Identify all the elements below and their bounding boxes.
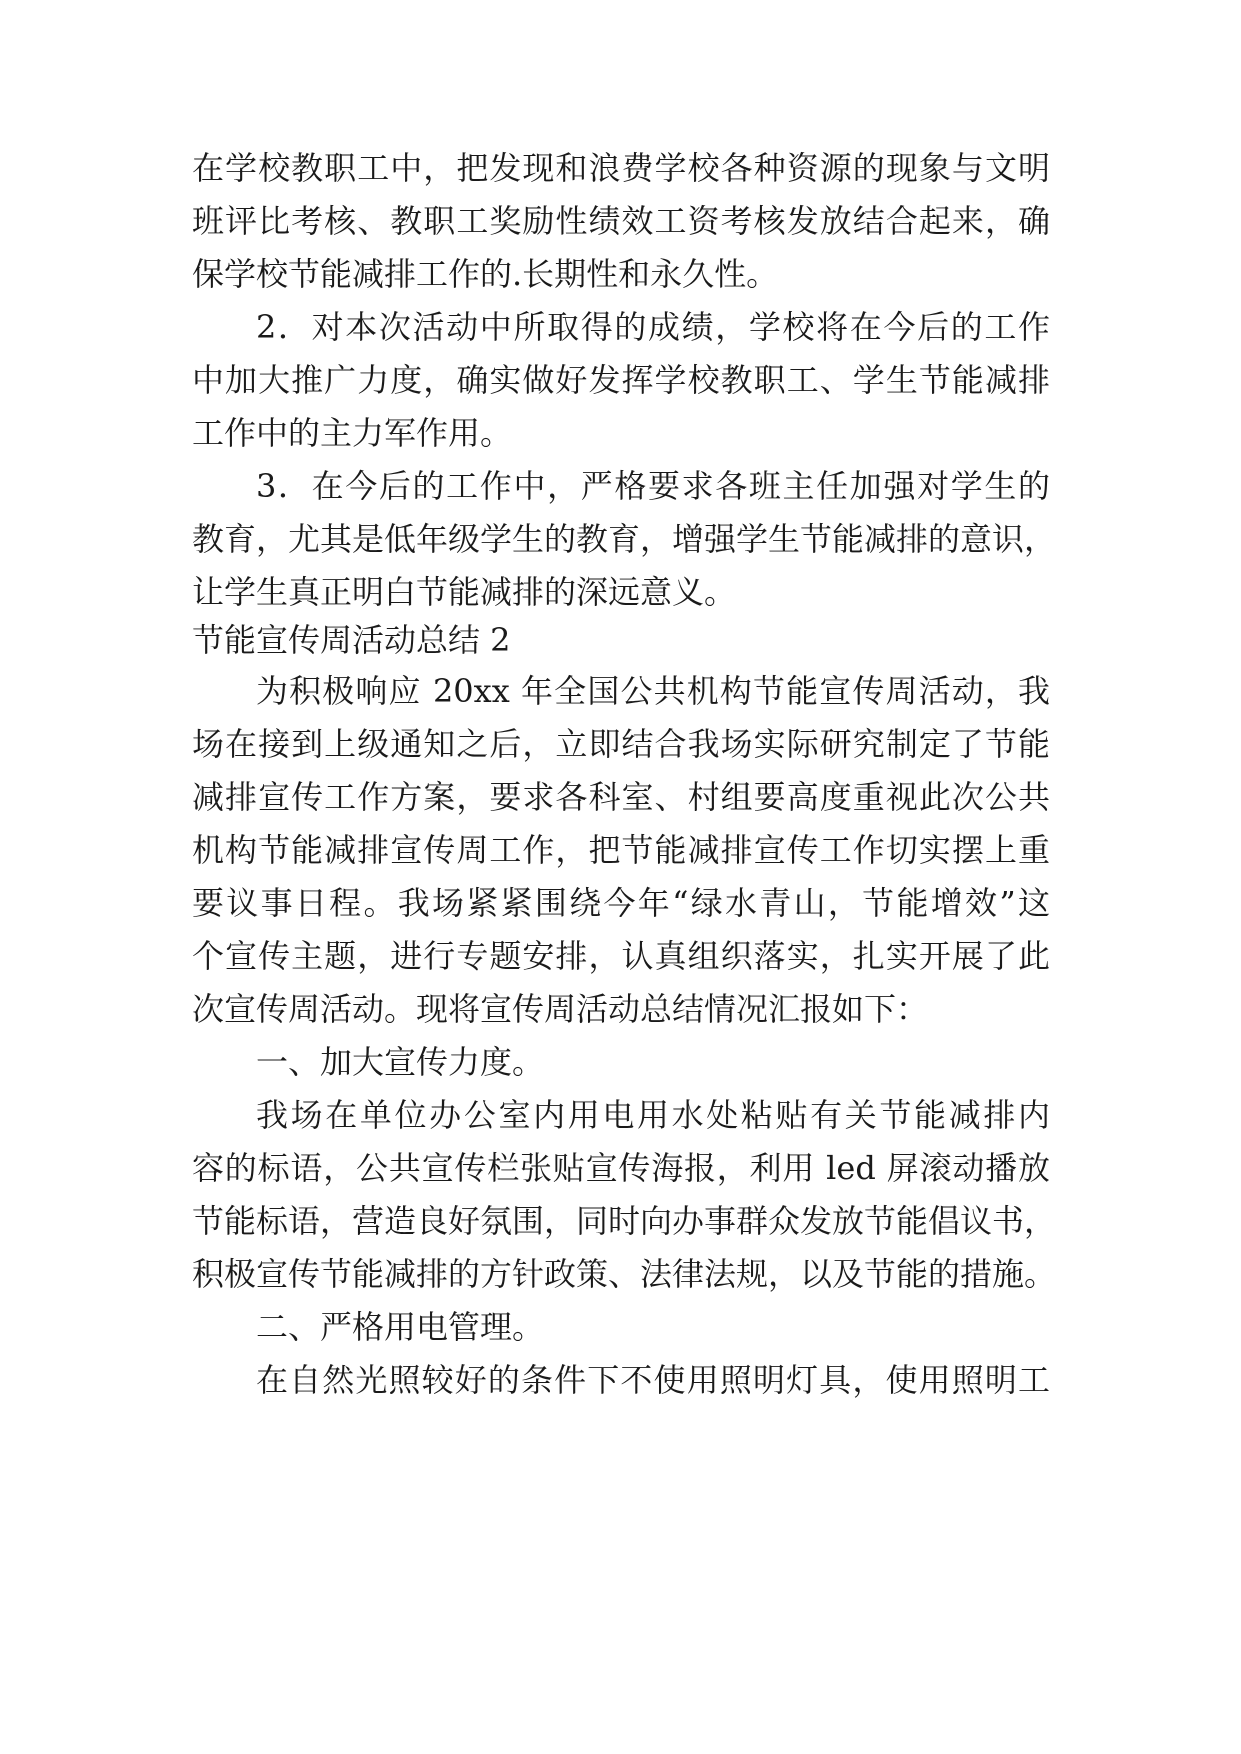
text-line: 个宣传主题，进行专题安排，认真组织落实，扎实开展了此: [192, 937, 1050, 975]
text-line: 场在接到上级通知之后，立即结合我场实际研究制定了节能: [192, 725, 1050, 763]
text-line: 中加大推广力度，确实做好发挥学校教职工、学生节能减排: [192, 361, 1050, 399]
subheading: 二、严格用电管理。: [256, 1308, 545, 1346]
text-line: 我场在单位办公室内用电用水处粘贴有关节能减排内: [256, 1096, 1050, 1134]
text-line: 班评比考核、教职工奖励性绩效工资考核发放结合起来，确: [192, 202, 1050, 240]
text-line: 2．对本次活动中所取得的成绩，学校将在今后的工作: [256, 308, 1050, 346]
text-line: 次宣传周活动。现将宣传周活动总结情况汇报如下：: [192, 990, 929, 1028]
text-line: 在自然光照较好的条件下不使用照明灯具，使用照明工: [256, 1361, 1050, 1399]
text-line: 教育，尤其是低年级学生的教育，增强学生节能减排的意识，: [192, 520, 1057, 558]
text-line: 积极宣传节能减排的方针政策、法律法规，以及节能的措施。: [192, 1255, 1057, 1293]
text-line: 工作中的主力军作用。: [192, 414, 513, 452]
text-line: 保学校节能减排工作的.长期性和永久性。: [192, 255, 779, 293]
text-line: 在学校教职工中，把发现和浪费学校各种资源的现象与文明: [192, 149, 1050, 187]
section-heading: 节能宣传周活动总结 2: [192, 621, 511, 659]
text-line: 机构节能减排宣传周工作，把节能减排宣传工作切实摆上重: [192, 831, 1050, 869]
text-line: 让学生真正明白节能减排的深远意义。: [192, 573, 737, 611]
text-line: 要议事日程。我场紧紧围绕今年“绿水青山，节能增效”这: [192, 884, 1050, 922]
text-line: 容的标语，公共宣传栏张贴宣传海报，利用 led 屏滚动播放: [192, 1149, 1050, 1187]
text-line: 3．在今后的工作中，严格要求各班主任加强对学生的: [256, 467, 1050, 505]
text-line: 为积极响应 20xx 年全国公共机构节能宣传周活动，我: [256, 672, 1050, 710]
subheading: 一、加大宣传力度。: [256, 1043, 545, 1081]
text-line: 节能标语，营造良好氛围，同时向办事群众发放节能倡议书，: [192, 1202, 1057, 1240]
text-line: 减排宣传工作方案，要求各科室、村组要高度重视此次公共: [192, 778, 1050, 816]
